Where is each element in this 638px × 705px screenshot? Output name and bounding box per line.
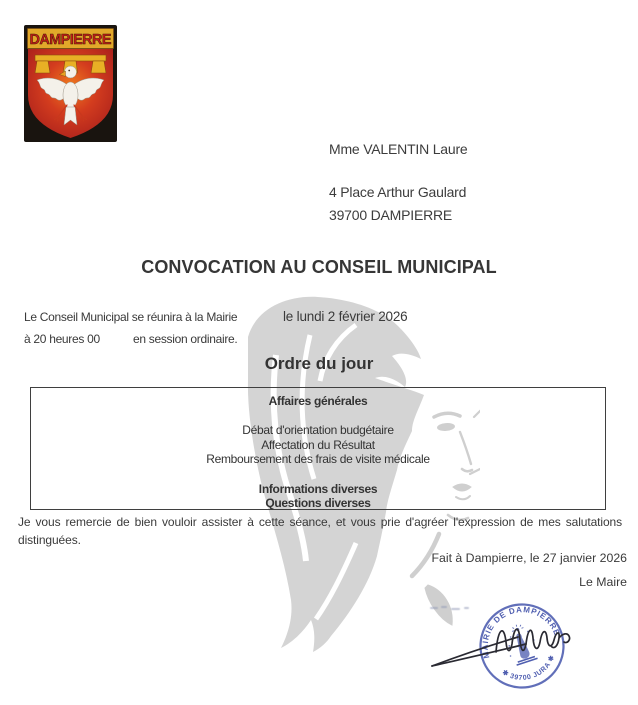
agenda-item: Informations diverses xyxy=(258,481,378,496)
stamp-arc-top-text: MAIRIE DE DAMPIERRE xyxy=(480,605,562,660)
agenda-item: Débat d'orientation budgétaire xyxy=(242,423,394,438)
stamp-arc-bottom-text: ✱ 39700 JURA ✱ xyxy=(500,654,557,682)
closing-paragraph: Je vous remercie de bien vouloir assister à cette séance, et vous prie d'agréer l'expression de mes salutations distinguées. xyxy=(18,515,622,547)
body-text xyxy=(24,308,407,352)
agenda-item: Remboursement des frais de visite médicale xyxy=(206,452,430,467)
agenda-heading: Ordre du jour xyxy=(264,354,374,373)
meeting-time: à 20 heures 00 xyxy=(24,332,100,346)
agenda-box xyxy=(30,387,606,510)
agenda-item: Affectation du Résultat xyxy=(261,437,375,452)
agenda-item: Affaires générales xyxy=(268,394,368,408)
document-title: CONVOCATION AU CONSEIL MUNICIPAL xyxy=(141,257,497,277)
body-line1-left: Le Conseil Municipal se réunira à la Mairie xyxy=(24,310,238,324)
body-line-2 xyxy=(24,330,407,352)
place-and-date: Fait à Dampierre, le 27 janvier 2026 xyxy=(431,551,627,565)
crest-banner-text: DAMPIERRE xyxy=(29,32,112,48)
session-type: en session ordinaire. xyxy=(133,332,238,346)
agenda-item: Questions diverses xyxy=(265,496,371,511)
recipient-address-city: 39700 DAMPIERRE xyxy=(329,207,453,223)
agenda-spacer xyxy=(31,467,605,482)
recipient-address-street: 4 Place Arthur Gaulard xyxy=(329,184,467,200)
meeting-date: le lundi 2 février 2026 xyxy=(283,309,408,324)
dampierre-coat-of-arms xyxy=(24,25,117,142)
recipient-name: Mme VALENTIN Laure xyxy=(329,141,468,157)
agenda-spacer xyxy=(31,409,605,424)
body-line-1 xyxy=(24,308,407,330)
mayor-signature xyxy=(428,610,578,672)
signatory-title: Le Maire xyxy=(579,575,627,589)
